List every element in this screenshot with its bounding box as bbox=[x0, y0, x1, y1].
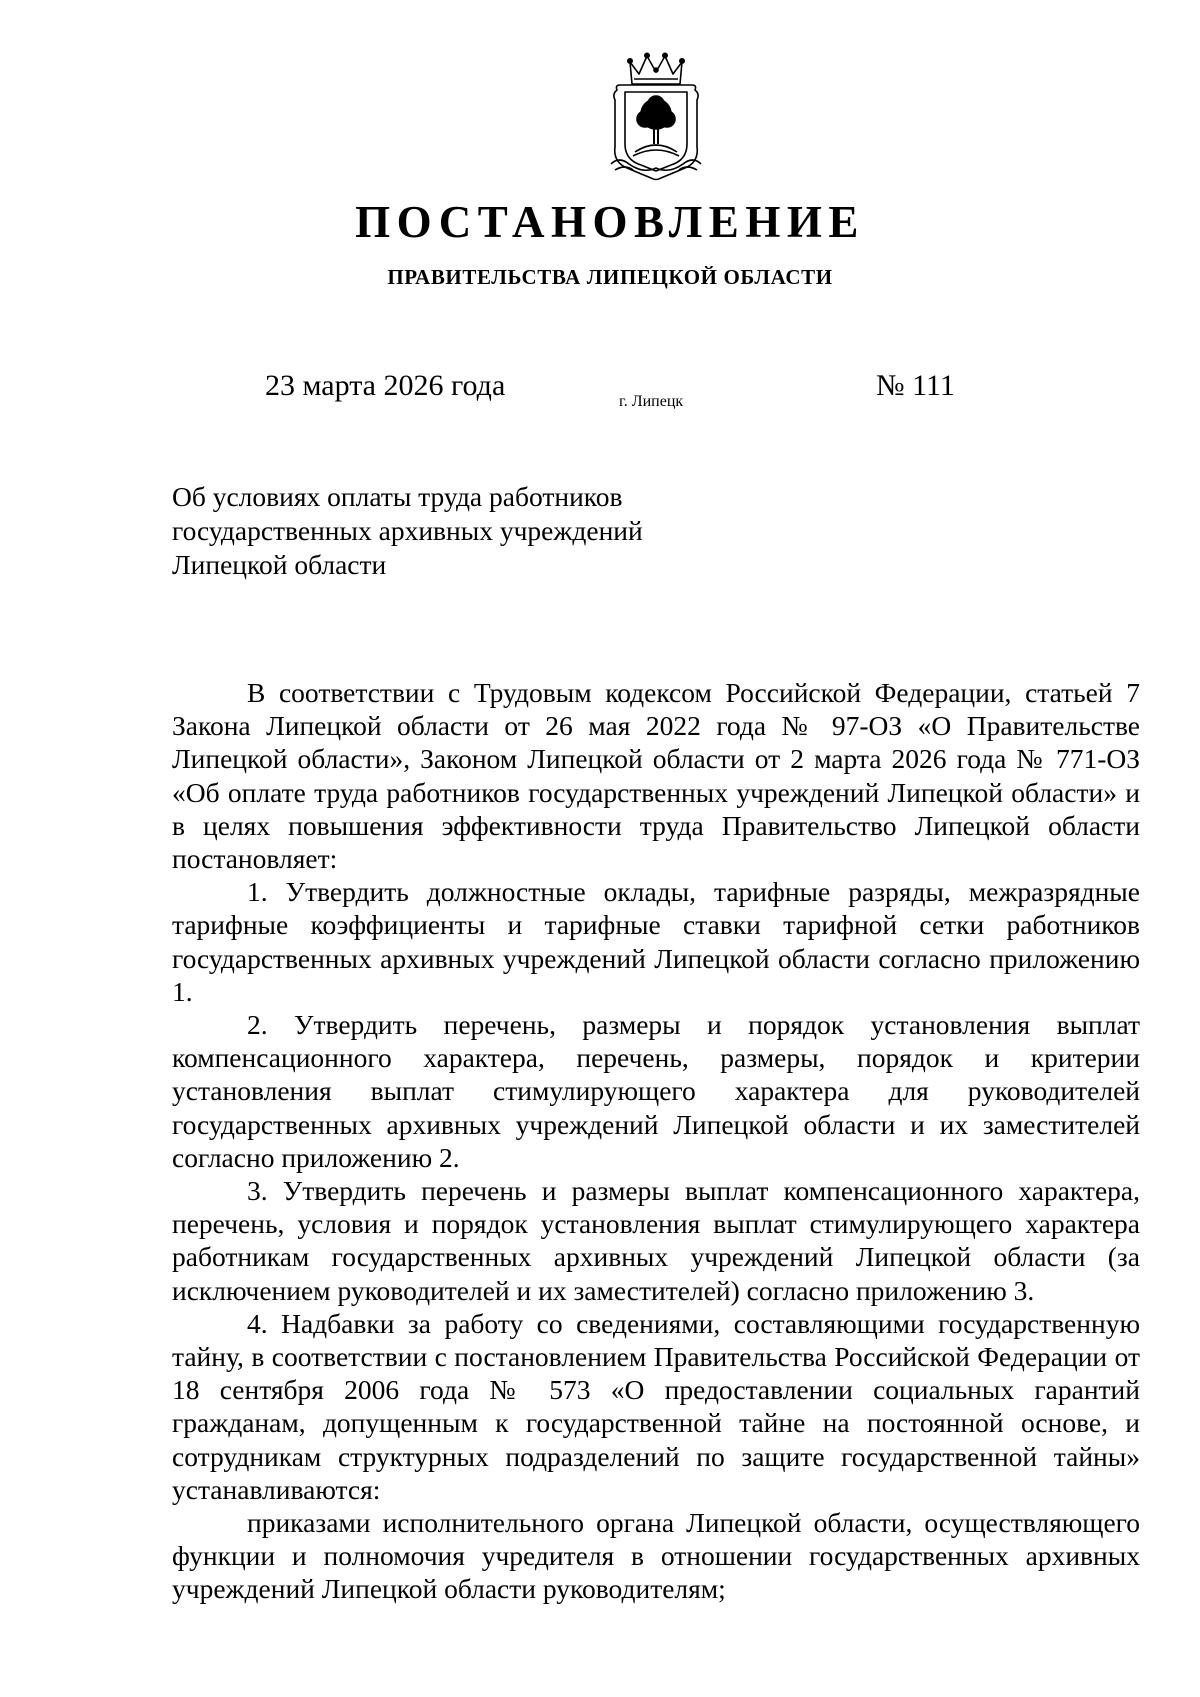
preamble-paragraph: В соответствии с Трудовым кодексом Российской Федерации, статьей 7 Закона Липецкой области от 26 мая 2022 года № 97-ОЗ «О Правительстве Липецкой области», Законом Липецкой области от 2 марта 2026 года № 771-ОЗ «Об оплате труда работников государственных учреждений Липецкой области» и в целях повышения эффективности труда Правительство Липецкой области постановляет: bbox=[172, 677, 1140, 875]
document-body bbox=[172, 676, 1140, 1606]
clause-3-paragraph: 3. Утвердить перечень и размеры выплат компенсационного характера, перечень, условия и порядок установления выплат стимулирующего характера работникам государственных архивных учреждений Липецкой области (за исключением руководителей и их заместителей) согласно приложению 3. bbox=[172, 1175, 1140, 1306]
document-date: 23 марта 2026 года bbox=[265, 369, 506, 402]
coat-of-arms-icon bbox=[605, 52, 707, 184]
clause-1-paragraph: 1. Утвердить должностные оклады, тарифные разряды, межразрядные тарифные коэффициенты и тарифные ставки тарифной сетки работников государственных архивных учреждений Липецкой области согласно приложению 1. bbox=[172, 876, 1140, 1007]
document-number: № 111 bbox=[876, 369, 955, 402]
clause-4-subparagraph: приказами исполнительного органа Липецкой области, осуществляющего функции и полномочия учредителя в отношении государственных архивных учреждений Липецкой области руководителям; bbox=[172, 1507, 1140, 1605]
clause-4-paragraph: 4. Надбавки за работу со сведениями, составляющими государственную тайну, в соответствии с постановлением Правительства Российской Федерации от 18 сентября 2006 года № 573 «О предоставлении социальных гарантий гражданам, допущенным к государственной тайне на постоянной основе, и сотрудникам структурных подразделений по защите государственной тайны» устанавливаются: bbox=[172, 1307, 1140, 1505]
document-subject bbox=[172, 480, 732, 582]
clause-2-paragraph: 2. Утвердить перечень, размеры и порядок установления выплат компенсационного характера, перечень, размеры, порядок и критерии установления выплат стимулирующего характера для руководителей государственных архивных учреждений Липецкой области и их заместителей согласно приложению 2. bbox=[172, 1009, 1140, 1173]
subject-line: государственных архивных учреждений bbox=[172, 515, 643, 546]
document-city: г. Липецк bbox=[619, 393, 684, 410]
subject-line: Липецкой области bbox=[172, 549, 387, 580]
document-title: ПОСТАНОВЛЕНИЕ bbox=[355, 197, 865, 247]
subject-line: Об условиях оплаты труда работников bbox=[172, 481, 623, 512]
document-subtitle: ПРАВИТЕЛЬСТВА ЛИПЕЦКОЙ ОБЛАСТИ bbox=[387, 265, 833, 289]
